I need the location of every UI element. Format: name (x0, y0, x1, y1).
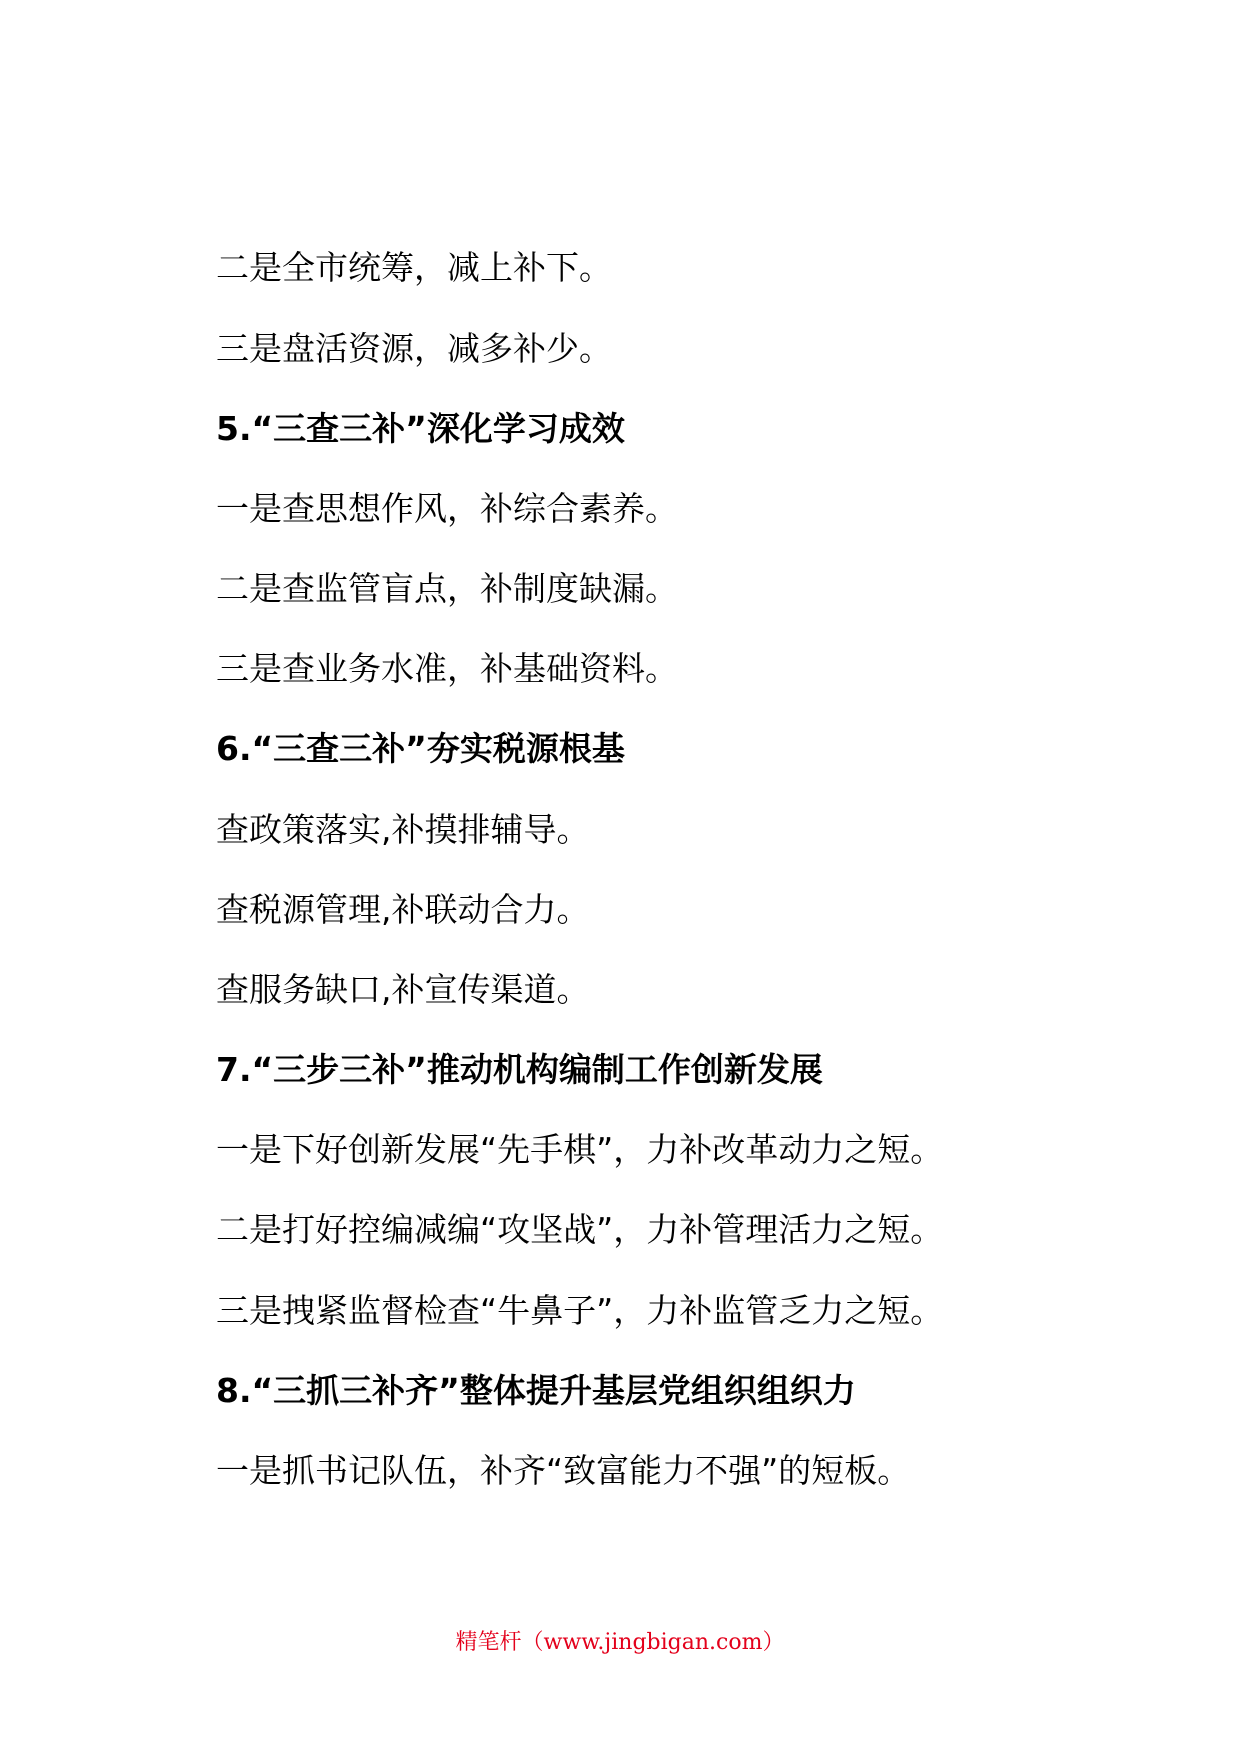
paragraph-line: 二是打好控编减编“攻坚战”，力补管理活力之短。 (216, 1210, 944, 1249)
paragraph-line: 查服务缺口,补宣传渠道。 (216, 970, 590, 1009)
paragraph-line: 一是查思想作风，补综合素养。 (216, 489, 678, 528)
paragraph-line: 二是查监管盲点，补制度缺漏。 (216, 569, 678, 608)
paragraph-line: 一是下好创新发展“先手棋”，力补改革动力之短。 (216, 1130, 944, 1169)
section-heading: 7.“三步三补”推动机构编制工作创新发展 (216, 1050, 823, 1089)
paragraph-line: 一是抓书记队伍，补齐“致富能力不强”的短板。 (216, 1451, 911, 1490)
paragraph-line: 三是拽紧监督检查“牛鼻子”，力补监管乏力之短。 (216, 1291, 944, 1330)
paragraph-line: 二是全市统筹，减上补下。 (216, 248, 612, 287)
footer-watermark: 精笔杆（www.jingbigan.com） (455, 1630, 785, 1655)
section-heading: 6.“三查三补”夯实税源根基 (216, 729, 625, 768)
paragraph-line: 查税源管理,补联动合力。 (216, 890, 590, 929)
paragraph-line: 三是盘活资源，减多补少。 (216, 329, 612, 368)
paragraph-line: 三是查业务水准，补基础资料。 (216, 649, 678, 688)
section-heading: 8.“三抓三补齐”整体提升基层党组织组织力 (216, 1371, 856, 1410)
section-heading: 5.“三查三补”深化学习成效 (216, 409, 625, 448)
paragraph-line: 查政策落实,补摸排辅导。 (216, 810, 590, 849)
